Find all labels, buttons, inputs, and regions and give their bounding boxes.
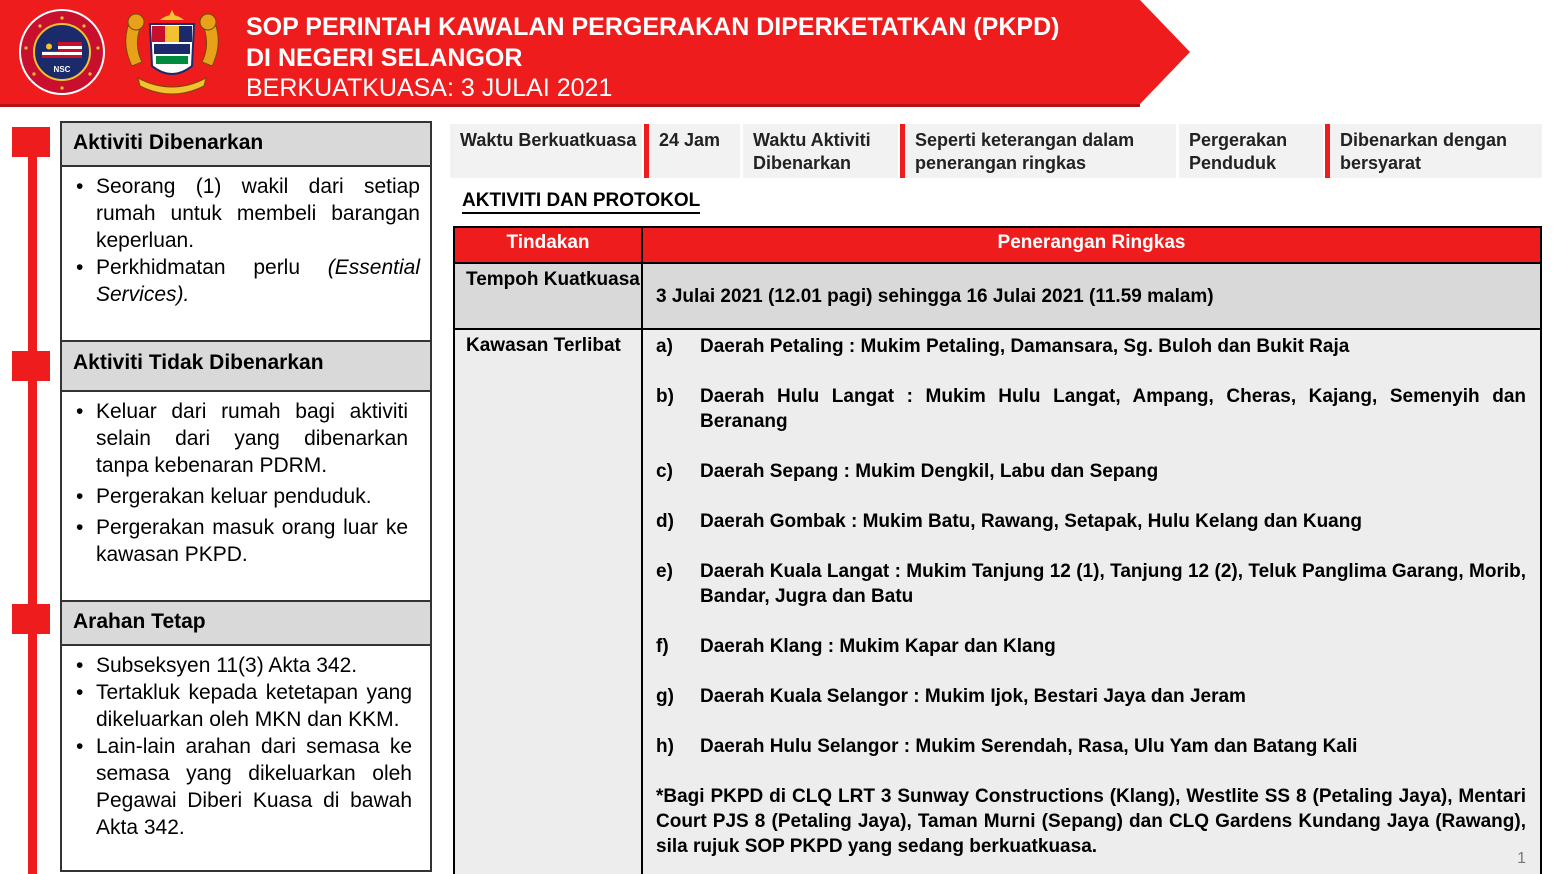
list-item-text: Perkhidmatan perlu [96,256,328,279]
area-letter: f) [656,636,669,657]
list-item [656,684,1526,709]
area-letter: a) [656,336,673,357]
area-text: Daerah Gombak : Mukim Batu, Rawang, Setapak, Hulu Kelang dan Kuang [700,511,1362,532]
list-item [656,509,1526,534]
area-text: Daerah Klang : Mukim Kapar dan Klang [700,636,1056,657]
title-line-2: DI NEGERI SELANGOR [246,44,523,72]
page-number: 1 [1517,850,1526,867]
standing-orders-box [60,600,432,872]
timeline-rail [28,140,37,874]
allowed-activities-heading: Aktiviti Dibenarkan [62,123,430,167]
area-letter: c) [656,461,673,482]
list-item: • Pergerakan keluar penduduk. [74,483,408,510]
list-item [656,734,1526,759]
list-item [74,173,420,254]
area-text: Daerah Kuala Selangor : Mukim Ijok, Bestari Jaya dan Jeram [700,686,1246,707]
list-item [656,559,1526,609]
area-letter: b) [656,386,674,407]
row-label-period: Tempoh Kuatkuasa [455,264,643,330]
area-letter: e) [656,561,673,582]
row-label-areas: Kawasan Terlibat [455,330,643,874]
header-banner-shadow [0,104,1140,107]
list-item [656,634,1526,659]
area-letter: d) [656,511,674,532]
list-item [656,384,1526,434]
area-text: Daerah Hulu Selangor : Mukim Serendah, Rasa, Ulu Yam dan Batang Kali [700,736,1358,757]
info-value: Dibenarkan dengan bersyarat [1325,124,1542,178]
row-value-period: 3 Julai 2021 (12.01 pagi) sehingga 16 Julai 2021 (11.59 malam) [643,264,1540,330]
list-item-text: Seorang (1) wakil dari setiap rumah untuk membeli barangan keperluan. [96,175,420,252]
area-text: Daerah Sepang : Mukim Dengkil, Labu dan Sepang [700,461,1159,482]
title-line-1: SOP PERINTAH KAWALAN PERGERAKAN DIPERKETATKAN (PKPD) [246,13,1060,41]
area-letter: h) [656,736,674,757]
section-title: AKTIVITI DAN PROTOKOL [462,190,700,214]
info-label: Waktu Berkuatkuasa [450,124,642,178]
info-value: 24 Jam [644,124,740,178]
list-item [74,254,420,308]
prohibited-activities-box [60,340,432,602]
nsc-logo [12,8,112,96]
list-item: • Keluar dari rumah bagi aktiviti selain dari yang dibenarkan tanpa kebenaran PDRM. [74,398,408,479]
info-value: Seperti keterangan dalam penerangan ringkas [900,124,1176,178]
standing-orders-heading: Arahan Tetap [62,602,430,646]
info-label: Waktu Aktiviti Dibenarkan [743,124,898,178]
list-item: • Lain-lain arahan dari semasa ke semasa yang dikeluarkan oleh Pegawai Diberi Kuasa di bawah Akta 342. [74,733,412,841]
area-text: Daerah Hulu Langat : Mukim Hulu Langat, Ampang, Cheras, Kajang, Semenyih dan Beranang [700,386,1526,432]
info-label: Pergerakan Penduduk [1179,124,1323,178]
footnote: *Bagi PKPD di CLQ LRT 3 Sunway Constructions (Klang), Westlite SS 8 (Petaling Jaya), Mentari Court PJS 8 (Petaling Jaya), Taman Murni (Sepang) dan CLQ Gardens Kundang Jaya (Rawang), sila rujuk SOP PKPD yang sedang berkuatkuasa. [656,786,1526,857]
document-title [246,12,1059,74]
effective-date: BERKUATKUASA: 3 JULAI 2021 [246,74,613,102]
list-item: • Tertakluk kepada ketetapan yang dikeluarkan oleh MKN dan KKM. [74,679,412,733]
area-letter: g) [656,686,674,707]
area-text: Daerah Kuala Langat : Mukim Tanjung 12 (1), Tanjung 12 (2), Teluk Panglima Garang, Morib, Bandar, Jugra dan Batu [700,561,1526,607]
timeline-marker [12,351,50,381]
list-item-italic: (Essential Services). [96,256,420,306]
timeline-marker [12,127,50,157]
prohibited-activities-heading: Aktiviti Tidak Dibenarkan [62,342,430,392]
affected-areas-list [643,330,1540,874]
column-header-action: Tindakan [455,228,643,264]
protocol-table [453,226,1542,874]
nsc-logo-text: NSC [53,65,71,74]
list-item [656,334,1526,359]
area-text: Daerah Petaling : Mukim Petaling, Damansara, Sg. Buloh dan Bukit Raja [700,336,1350,357]
timeline-marker [12,604,50,634]
list-item [656,459,1526,484]
list-item: • Subseksyen 11(3) Akta 342. [74,652,412,679]
allowed-activities-box [60,121,432,342]
coat-of-arms-logo [116,6,228,98]
list-item: • Pergerakan masuk orang luar ke kawasan PKPD. [74,514,408,568]
column-header-description: Penerangan Ringkas [643,228,1540,264]
